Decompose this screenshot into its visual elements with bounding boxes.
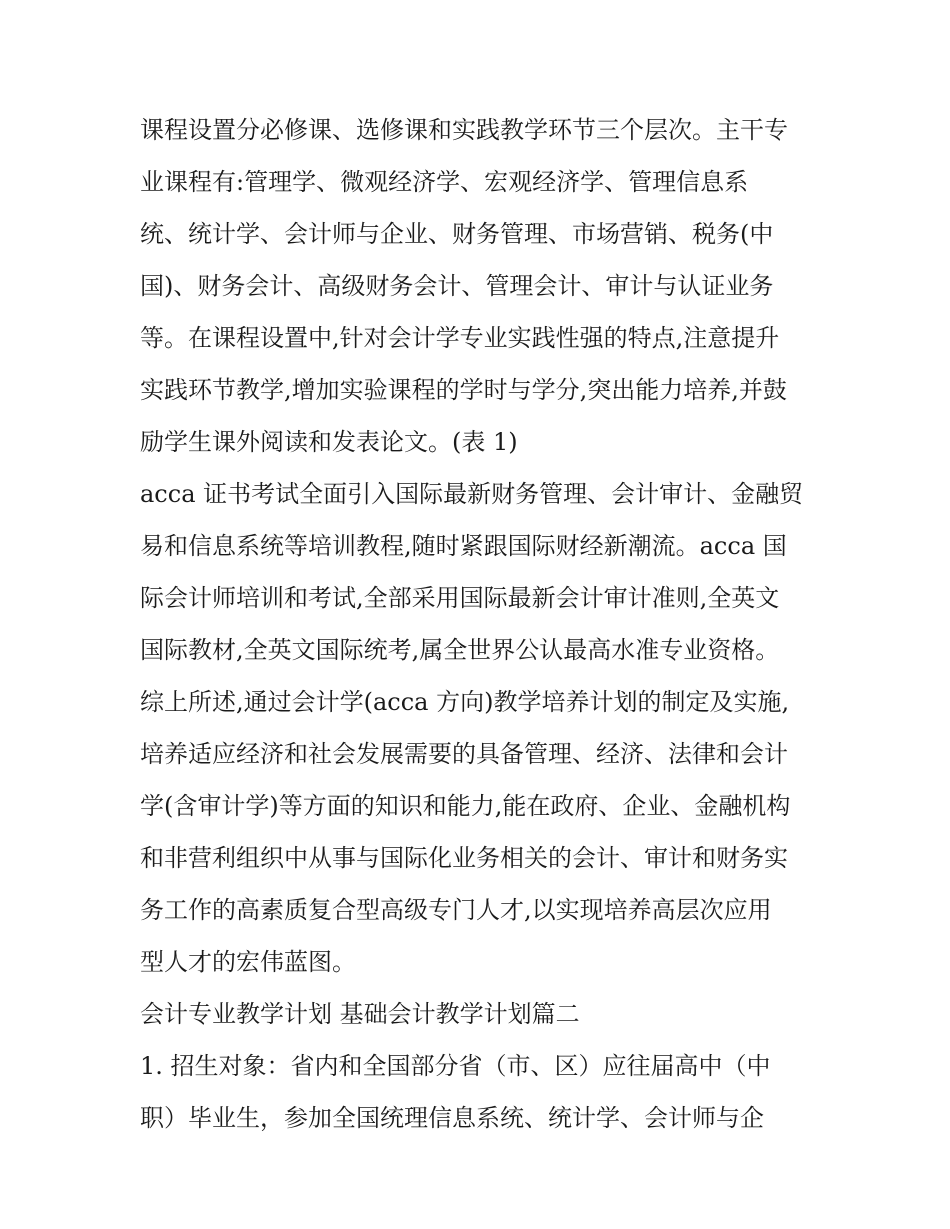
- text-line: 课程设置分必修课、选修课和实践教学环节三个层次。主干专: [140, 116, 788, 144]
- paragraph-enrollment: [140, 1040, 830, 1144]
- text-line: 等。在课程设置中,针对会计学专业实践性强的特点,注意提升: [140, 324, 780, 352]
- text-line: 务工作的高素质复合型高级专门人才,以实现培养高层次应用: [140, 896, 772, 924]
- text-line: 业课程有:管理学、微观经济学、宏观经济学、管理信息系: [140, 168, 749, 196]
- text-line: 培养适应经济和社会发展需要的具备管理、经济、法律和会计: [140, 740, 788, 768]
- text-line: 和非营利组织中从事与国际化业务相关的会计、审计和财务实: [140, 844, 788, 872]
- text-line: 际会计师培训和考试,全部采用国际最新会计审计准则,全英文: [140, 584, 780, 612]
- text-line: 1. 招生对象：省内和全国部分省（市、区）应往届高中（中: [140, 1052, 771, 1080]
- text-line: 统、统计学、会计师与企业、财务管理、市场营销、税务(中: [140, 220, 774, 248]
- section-heading: [140, 988, 830, 1040]
- paragraph-summary: [140, 676, 830, 988]
- text-line: 职）毕业生，参加全国统理信息系统、统计学、会计师与企: [140, 1104, 764, 1132]
- document-page: [140, 104, 830, 1144]
- text-line: 国际教材,全英文国际统考,属全世界公认最高水准专业资格。: [140, 636, 780, 664]
- text-line: 励学生课外阅读和发表论文。(表 1): [140, 428, 518, 456]
- text-line: 易和信息系统等培训教程,随时紧跟国际财经新潮流。acca 国: [140, 532, 787, 560]
- text-line: acca 证书考试全面引入国际最新财务管理、会计审计、金融贸: [140, 480, 804, 508]
- text-line: 学(含审计学)等方面的知识和能力,能在政府、企业、金融机构: [140, 792, 791, 820]
- text-line: 综上所述,通过会计学(acca 方向)教学培养计划的制定及实施,: [140, 688, 790, 716]
- text-line: 国)、财务会计、高级财务会计、管理会计、审计与认证业务: [140, 272, 774, 300]
- paragraph-curriculum: [140, 104, 830, 468]
- text-line: 型人才的宏伟蓝图。: [140, 948, 356, 976]
- text-line: 实践环节教学,增加实验课程的学时与学分,突出能力培养,并鼓: [140, 376, 787, 404]
- heading-text: 会计专业教学计划 基础会计教学计划篇二: [140, 1000, 580, 1028]
- paragraph-acca-exam: [140, 468, 830, 676]
